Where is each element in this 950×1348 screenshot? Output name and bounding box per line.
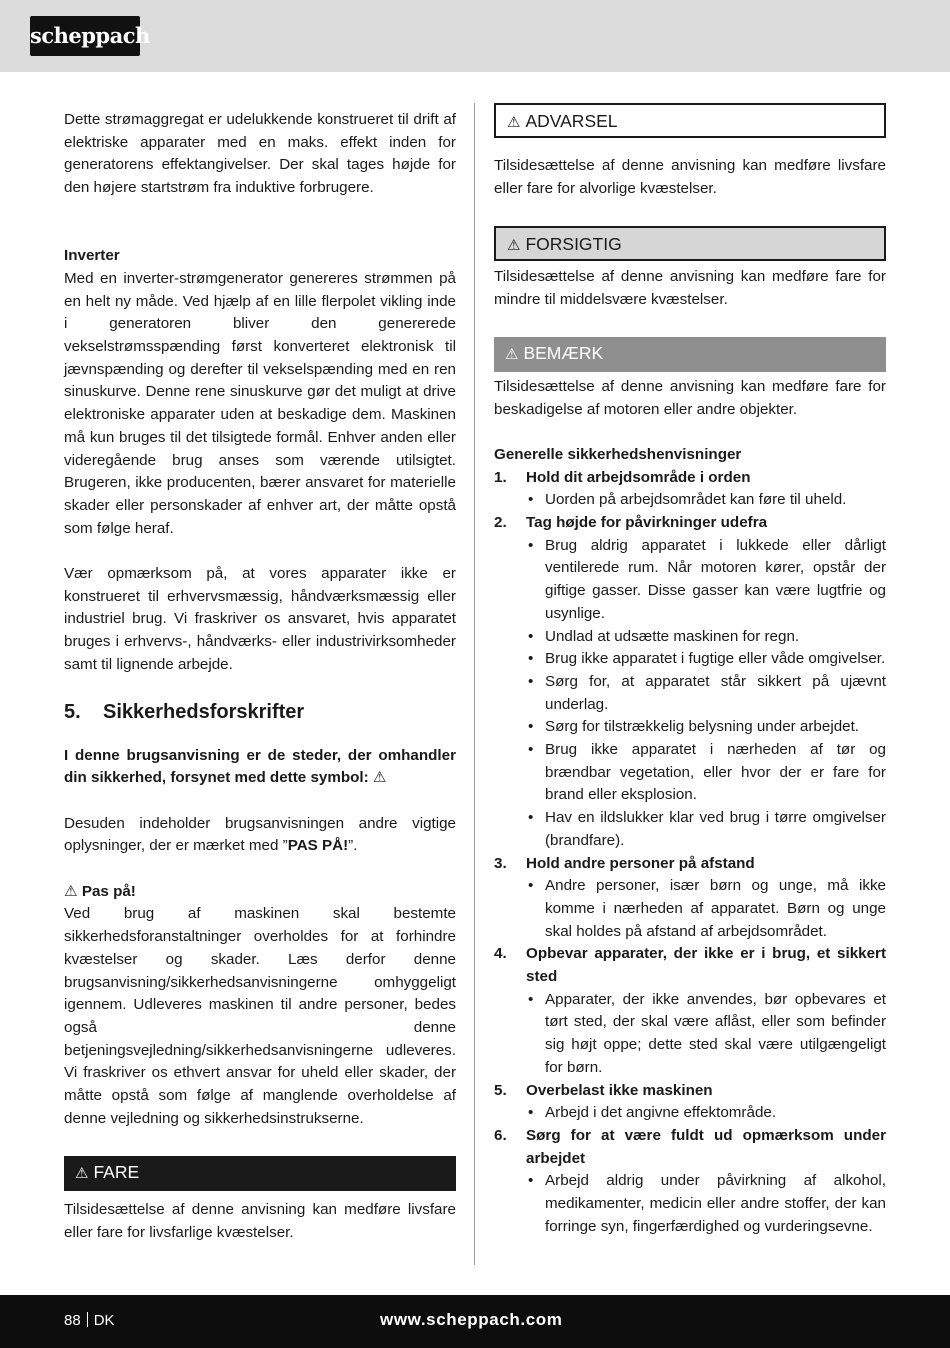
page-footer — [0, 1295, 950, 1348]
safety-item-number: 2. — [494, 514, 507, 532]
safety-bullet: • Sørg for, at apparatet står sikkert på ujævnt underlag. — [526, 671, 886, 716]
forsigtig-label: FORSIGTIG — [525, 234, 622, 255]
forsigtig-box — [494, 226, 886, 261]
safety-item-number: 4. — [494, 945, 507, 963]
safety-bullet-list — [526, 1102, 886, 1125]
safety-bullet-list — [526, 1170, 886, 1238]
safety-item-number: 1. — [494, 468, 507, 486]
safety-bullet: • Brug ikke apparatet i nærheden af tør og brændbar vegetation, eller hvor der er fare for brand eller eksplosion. — [526, 739, 886, 807]
safety-bullet: • Andre personer, især børn og unge, må ikke komme i nærheden af apparatet. Børn og unge skal holdes på afstand af arbejdsområdet. — [526, 875, 886, 943]
safety-bullet: • Arbejd i det angivne effektområde. — [526, 1102, 886, 1125]
language-code: DK — [93, 1312, 115, 1329]
forsigtig-paragraph: Tilsidesættelse af denne anvisning kan medføre fare for mindre til middelsvære kvæstelser. — [494, 268, 886, 309]
other-info-post: ”. — [348, 837, 358, 855]
bemaerk-label: BEMÆRK — [523, 342, 604, 363]
inverter-paragraph: Med en inverter-strømgenerator genereres strømmen på en helt ny måde. Ved hjælp af en lille flerpolet vikling inde i generatoren bliver den genererede vekselstrømsspænding først konverteret elektronisk til jævnspænding og derefter til vekselspænding med en ren sinuskurve. Denne rene sinuskurve gør det muligt at drive elektroniske apparater uden at beskadige dem. Maskinen må kun bruges til det tilsigtede formål. Enhver anden eller videregående brug anses som værende utilsigtet. Brugeren, ikke producenten, bærer ansvaret for materielle skader eller personskader af enhver art, der måtte opstå som følge heraf. — [64, 269, 456, 537]
footer-separator — [87, 1312, 88, 1327]
page-number: 88 — [64, 1312, 81, 1329]
other-info-pre: Desuden indeholder brugsanvisningen andre vigtige oplysninger, der er mærket med ” — [64, 814, 456, 855]
fare-box — [64, 1156, 456, 1191]
safety-bullet: • Brug ikke apparatet i fugtige eller våde omgivelser. — [526, 648, 886, 671]
right-column — [494, 103, 886, 1239]
safety-bullet: • Undlad at udsætte maskinen for regn. — [526, 626, 886, 649]
safety-bullet-list — [526, 875, 886, 943]
bemaerk-paragraph: Tilsidesættelse af denne anvisning kan medføre fare for beskadigelse af motoren eller andre objekter. — [494, 377, 886, 418]
fare-paragraph: Tilsidesættelse af denne anvisning kan medføre livsfare eller fare for livsfarlige kvæstelser. — [64, 1201, 456, 1242]
safety-item-number: 3. — [494, 854, 507, 872]
safety-bullet-list — [526, 535, 886, 853]
safety-bullet: • Brug aldrig apparatet i lukkede eller dårligt ventilerede rum. Når motoren kører, opstår der giftige gasser. Disse gasser kan være lugtfrie og usynlige. — [526, 535, 886, 626]
scheppach-logo: scheppach — [30, 16, 140, 56]
safety-bullet: • Uorden på arbejdsområdet kan føre til uheld. — [526, 489, 886, 512]
pas-paa-paragraph: Ved brug af maskinen skal bestemte sikkerhedsforanstaltninger overholdes for at forhindre kvæstelser og skader. Læs derfor denne brugsanvisning/sikkerhedsanvisningerne omhyggeligt igennem. Udleveres maskinen til andre personer, bedes også denne betjeningsvejledning/sikkerhedsanvisningerne udleveres. Vi fraskriver os ethvert ansvar for uheld eller skader, der måtte opstå som følge af manglende overholdelse af denne vejledning og sikkerhedsinstrukserne. — [64, 905, 456, 1127]
section-number: 5. — [64, 700, 81, 723]
safety-bullet-list — [526, 989, 886, 1080]
pas-paa-heading: ⚠ Pas på! — [64, 882, 136, 900]
safety-bullet: • Sørg for tilstrækkelig belysning under arbejdet. — [526, 716, 886, 739]
warning-triangle-icon: ⚠ — [507, 237, 521, 255]
safety-item-number: 5. — [494, 1081, 507, 1099]
safety-list — [494, 467, 886, 1239]
website-url: www.scheppach.com — [380, 1310, 563, 1329]
safety-item — [494, 853, 886, 944]
general-safety-heading: Generelle sikkerhedshenvisninger — [494, 445, 742, 463]
safety-item-title: Tag højde for påvirkninger udefra — [526, 514, 768, 532]
section-heading — [64, 697, 456, 727]
bemaerk-box — [494, 337, 886, 372]
inverter-heading: Inverter — [64, 247, 120, 265]
safety-item — [494, 512, 886, 853]
advarsel-box — [494, 103, 886, 138]
warning-triangle-icon: ⚠ — [505, 345, 519, 363]
safety-bullet: • Arbejd aldrig under påvirkning af alkohol, medikamenter, medicin eller andre stoffer, der kan forringe syn, fingerfærdighed og vurderingsevne. — [526, 1170, 886, 1238]
page-indicator — [64, 1310, 115, 1332]
intro-paragraph: Dette strømaggregat er udelukkende konstrueret til drift af elektriske apparater med en maks. effekt inden for generatorens effektangivelser. Der skal tages højde for den højere startstrøm fra induktive forbrugere. — [64, 111, 456, 197]
attention-paragraph: Vær opmærksom på, at vores apparater ikke er konstrueret til erhvervsmæssig, håndværksmæssig eller industriel brug. Vi fraskriver os ansvaret, hvis apparatet bruges i erhvervs-, håndværks- eller industrivirksomheder samt til lignende arbejde. — [64, 565, 456, 673]
safety-item — [494, 1080, 886, 1125]
warning-triangle-icon: ⚠ — [507, 114, 521, 131]
safety-item-title: Hold andre personer på afstand — [526, 854, 755, 872]
safety-bullet: • Apparater, der ikke anvendes, bør opbevares et tørt sted, der skal være aflåst, eller som befinder sig højt oppe; dette sted skal være utilgængeligt for børn. — [526, 989, 886, 1080]
safety-item-title: Hold dit arbejdsområde i orden — [526, 468, 751, 486]
section-title: Sikkerhedsforskrifter — [103, 700, 305, 723]
left-column — [64, 109, 456, 1245]
advarsel-label: ADVARSEL — [525, 111, 618, 131]
column-divider — [474, 103, 475, 1265]
safety-item-title: Opbevar apparater, der ikke er i brug, et sikkert sted — [526, 945, 886, 986]
other-info-bold: PAS PÅ! — [287, 837, 349, 855]
safety-item — [494, 943, 886, 1079]
warning-triangle-icon: ⚠ — [75, 1165, 89, 1183]
safety-item-title: Sørg for at være fuldt ud opmærksom under arbejdet — [526, 1127, 886, 1167]
fare-label: FARE — [93, 1162, 140, 1183]
other-info-paragraph — [64, 813, 456, 858]
safety-item-title: Overbelast ikke maskinen — [526, 1081, 713, 1099]
safety-item — [494, 467, 886, 512]
safety-item — [494, 1125, 886, 1239]
safety-bullet-list — [526, 489, 886, 512]
page-header — [0, 0, 950, 72]
safety-bullet: • Hav en ildslukker klar ved brug i tørre omgivelser (brandfare). — [526, 807, 886, 852]
symbol-intro: I denne brugsanvisning er de steder, der omhandler din sikkerhed, forsynet med dette symbol: ⚠ — [64, 746, 456, 787]
safety-item-number: 6. — [494, 1127, 507, 1144]
advarsel-paragraph: Tilsidesættelse af denne anvisning kan medføre livsfare eller fare for alvorlige kvæstelser. — [494, 157, 886, 197]
